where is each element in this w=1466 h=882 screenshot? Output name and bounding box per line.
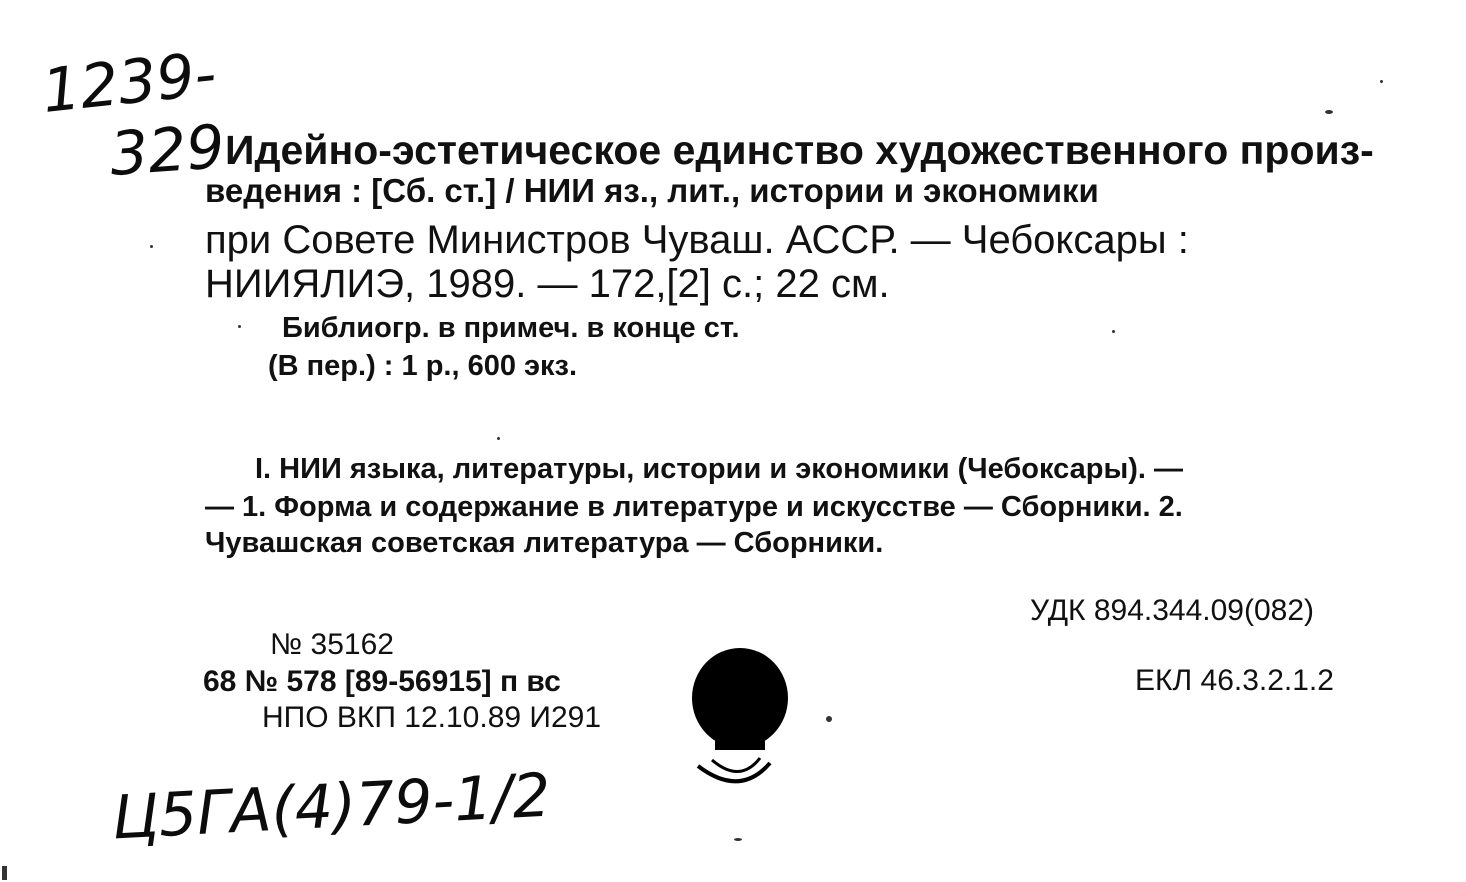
speck — [826, 716, 832, 722]
handwritten-bottom-note: Ц5ГА(4)79-1/2 — [110, 760, 553, 854]
speck — [1325, 110, 1333, 114]
speck — [150, 245, 153, 248]
tracing-line-3: Чувашская советская литература — Сборники. — [205, 527, 884, 559]
tracing-line-1: I. НИИ языка, литературы, истории и экономики (Чебоксары). — — [255, 453, 1183, 485]
bibliography-note: Библиогр. в примеч. в конце ст. — [282, 312, 740, 344]
registration-line-3: НПО ВКП 12.10.89 И291 — [262, 701, 602, 734]
punch-hole-icon — [690, 648, 800, 798]
entry-line-4: НИИЯЛИЭ, 1989. — 172,[2] с.; 22 см. — [205, 262, 890, 306]
handwritten-shelfmark-line1: 1239- — [38, 39, 220, 127]
entry-line-3: при Совете Министров Чуваш. АССР. — Чебоксары : — [205, 218, 1189, 262]
entry-line-2: ведения : [Сб. ст.] / НИИ яз., лит., истории и экономики — [205, 172, 1099, 209]
speck — [1380, 80, 1383, 83]
registration-number: № 35162 — [270, 628, 394, 661]
binding-price-note: (В пер.) : 1 р., 600 экз. — [268, 350, 578, 382]
registration-line-2: 68 № 578 [89-56915] п вс — [203, 665, 561, 698]
speck — [2, 866, 7, 880]
title-line: Идейно-эстетическое единство художественного произ- — [225, 127, 1374, 173]
tracing-line-2: — 1. Форма и содержание в литературе и искусстве — Сборники. 2. — [205, 491, 1183, 523]
handwritten-shelfmark-line2: 329 — [107, 112, 227, 190]
ekl-code: ЕКЛ 46.3.2.1.2 — [1135, 664, 1334, 697]
udc-code: УДК 894.344.09(082) — [1030, 594, 1315, 627]
speck — [238, 325, 241, 328]
speck — [497, 437, 500, 440]
speck — [734, 838, 742, 841]
speck — [1112, 330, 1115, 333]
